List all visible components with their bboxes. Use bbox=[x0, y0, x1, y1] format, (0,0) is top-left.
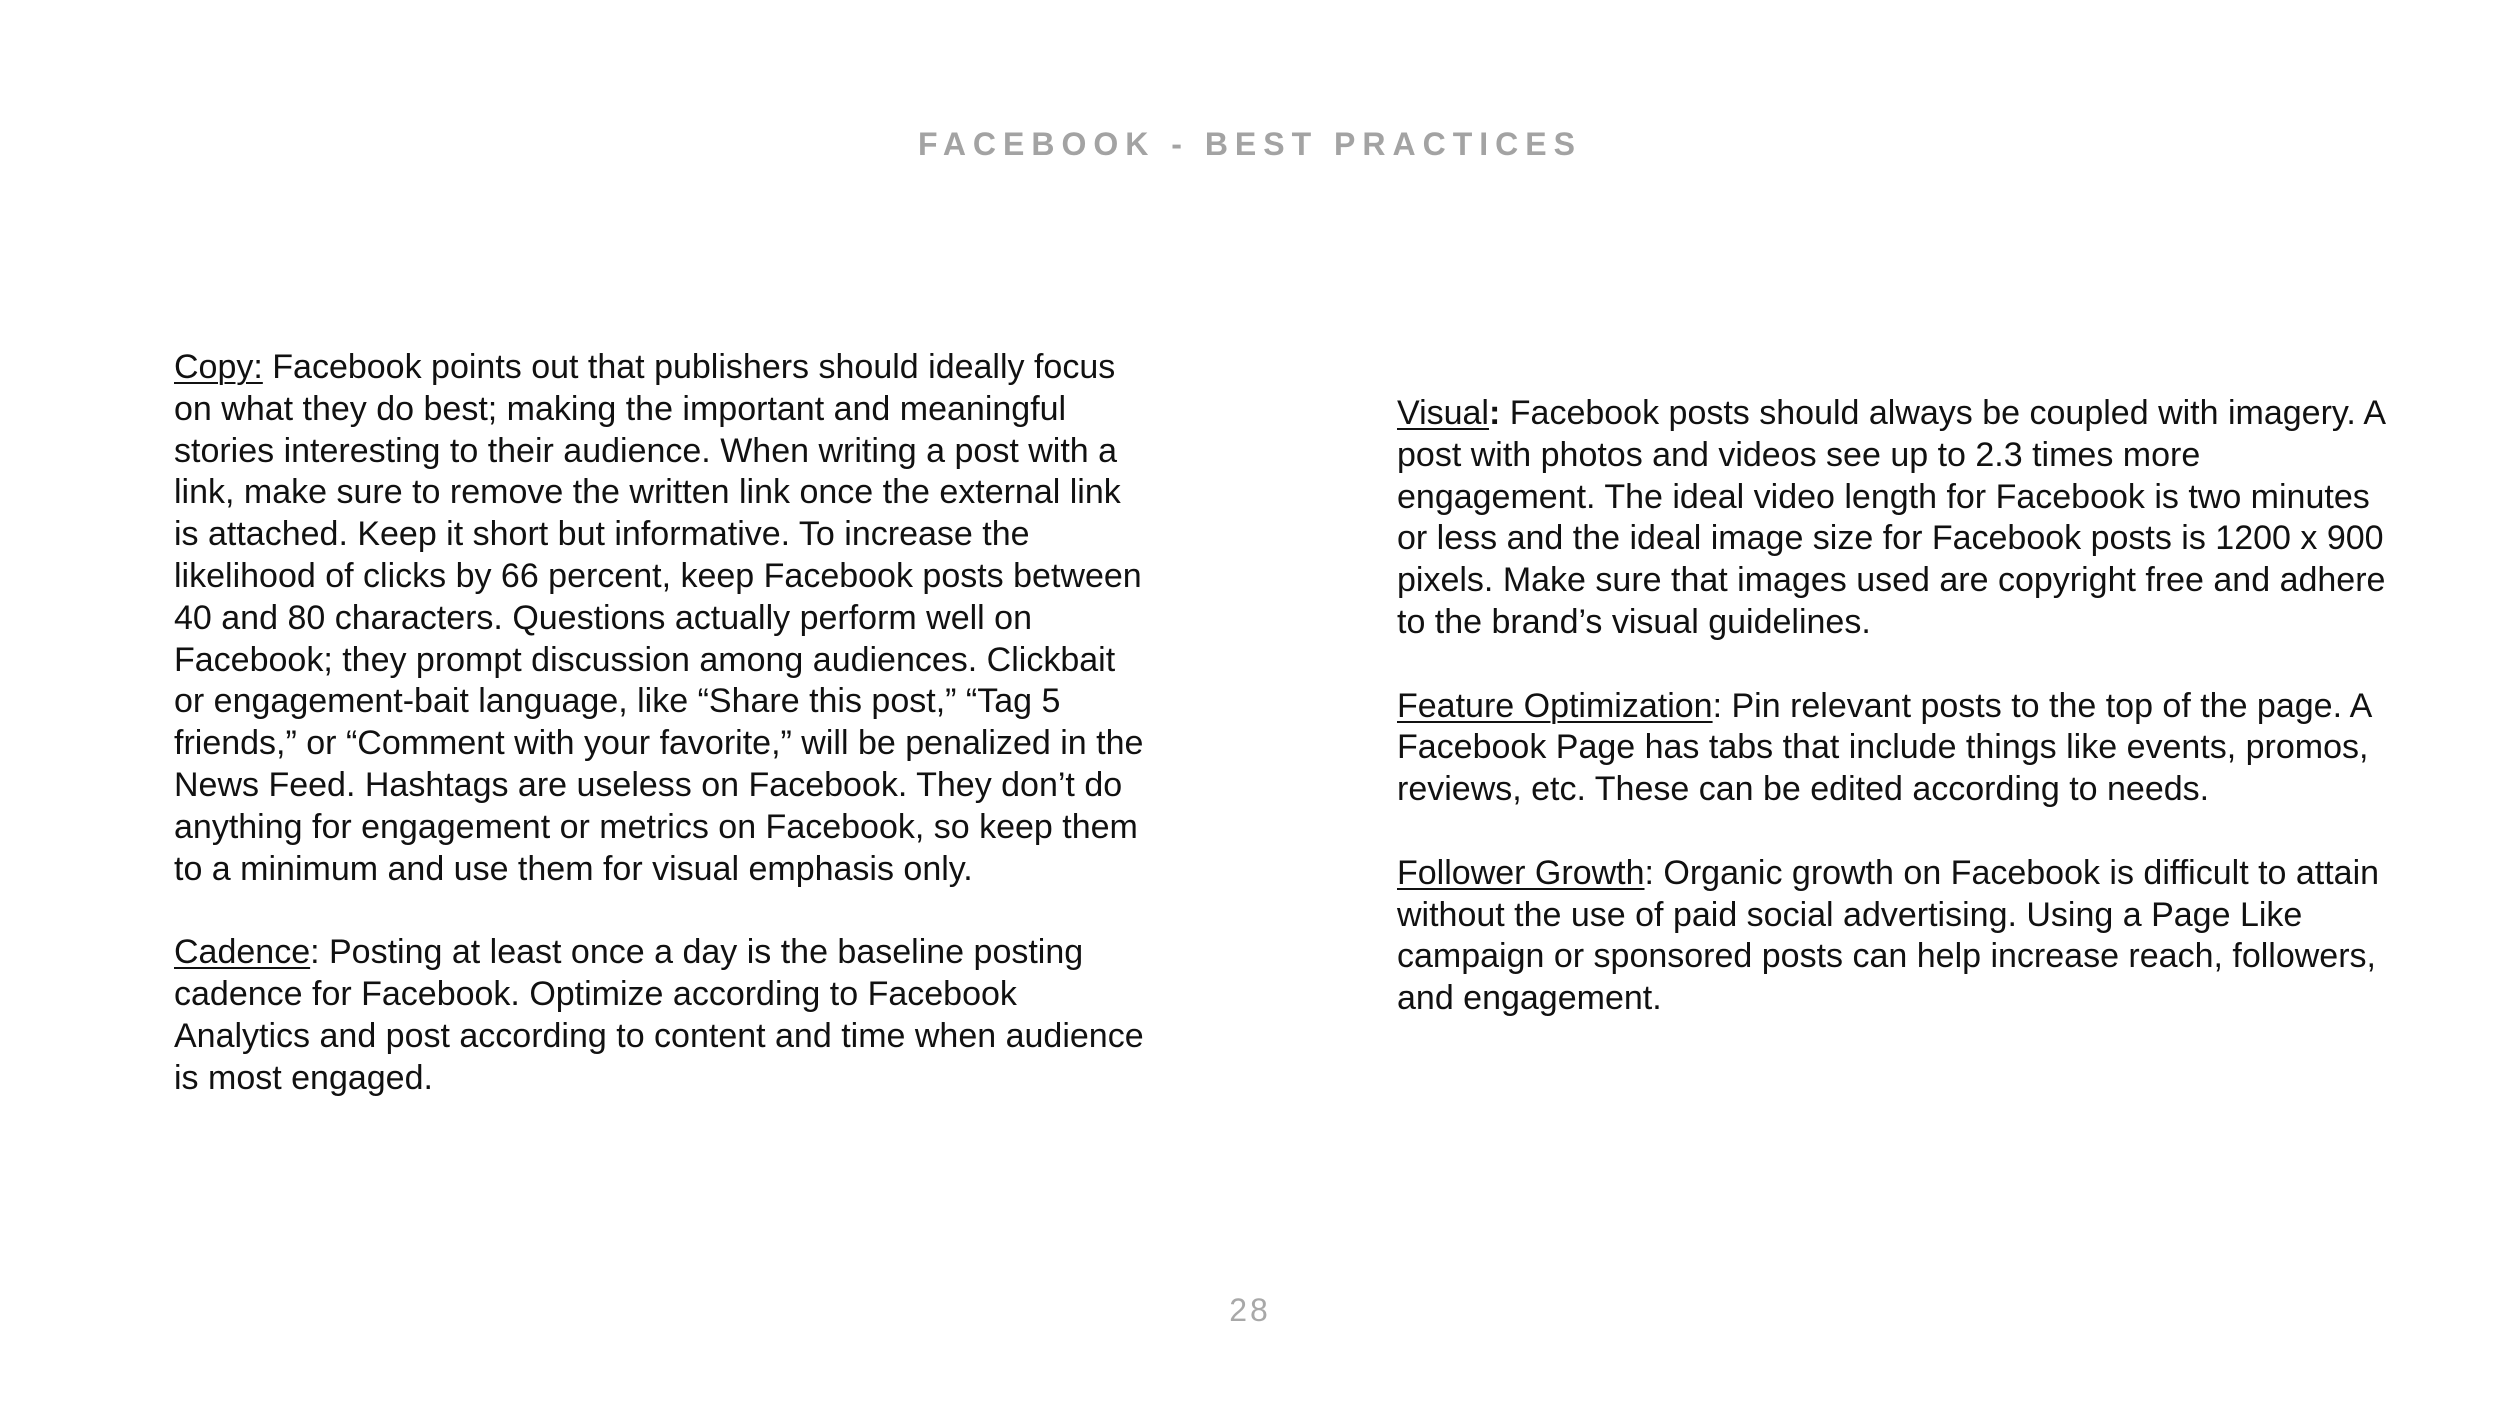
page-title: FACEBOOK - BEST PRACTICES bbox=[918, 126, 1582, 162]
visual-text: Facebook posts should always be coupled with imagery. A post with photos and videos see up to 2.3 times more engagement. The ideal video length for Facebook is two minutes or less and the ideal image size for Facebook posts is 1200 x 900 pixels. Make sure that images used are copyright free and adhere to the brand’s visual guidelines. bbox=[1397, 394, 2386, 641]
cadence-text: Posting at least once a day is the baseline posting cadence for Facebook. Optimize according to Facebook Analytics and post according to content and time when audience is most engaged. bbox=[174, 933, 1144, 1097]
copy-paragraph bbox=[174, 347, 1154, 890]
follower-growth-text: Organic growth on Facebook is difficult to attain without the use of paid social advertising. Using a Page Like campaign or sponsored posts can help increase reach, followers, and engagement. bbox=[1397, 853, 2380, 1018]
feature-optimization-paragraph bbox=[1397, 686, 2407, 811]
cadence-paragraph bbox=[174, 932, 1154, 1099]
right-column bbox=[1397, 393, 2407, 1020]
cadence-heading: Cadence bbox=[174, 933, 311, 972]
feature-optimization-heading: Feature Optimization bbox=[1397, 686, 1713, 725]
left-column bbox=[174, 347, 1154, 1099]
cadence-separator: : bbox=[310, 933, 320, 972]
copy-heading: Copy: bbox=[174, 348, 263, 386]
visual-paragraph bbox=[1397, 393, 2407, 644]
page-number: 28 bbox=[1229, 1292, 1271, 1328]
feature-optimization-text: Pin relevant posts to the top of the page. A Facebook Page has tabs that include things like events, promos, reviews, etc. These can be edited according to needs. bbox=[1397, 686, 2371, 809]
follower-growth-heading: Follower Growth bbox=[1397, 853, 1645, 892]
visual-heading: Visual bbox=[1397, 394, 1489, 432]
visual-separator: : bbox=[1489, 394, 1501, 432]
follower-growth-paragraph bbox=[1397, 853, 2407, 1020]
follower-growth-separator: : bbox=[1644, 853, 1654, 892]
copy-text: Facebook points out that publishers should ideally focus on what they do best; making the important and meaningful stories interesting to their audience. When writing a post with a link, make sure to remove the written link once the external link is attached. Keep it short but informative. To increase the likelihood of clicks by 66 percent, keep Facebook posts between 40 and 80 characters. Questions actually perform well on Facebook; they prompt discussion among audiences. Clickbait or engagement-bait language, like “Share this post,” “Tag 5 friends,” or “Comment with your favorite,” will be penalized in the News Feed. Hashtags are useless on Facebook. They don’t do anything for engagement or metrics on Facebook, so keep them to a minimum and use them for visual emphasis only. bbox=[174, 348, 1144, 888]
feature-optimization-separator: : bbox=[1712, 686, 1723, 725]
